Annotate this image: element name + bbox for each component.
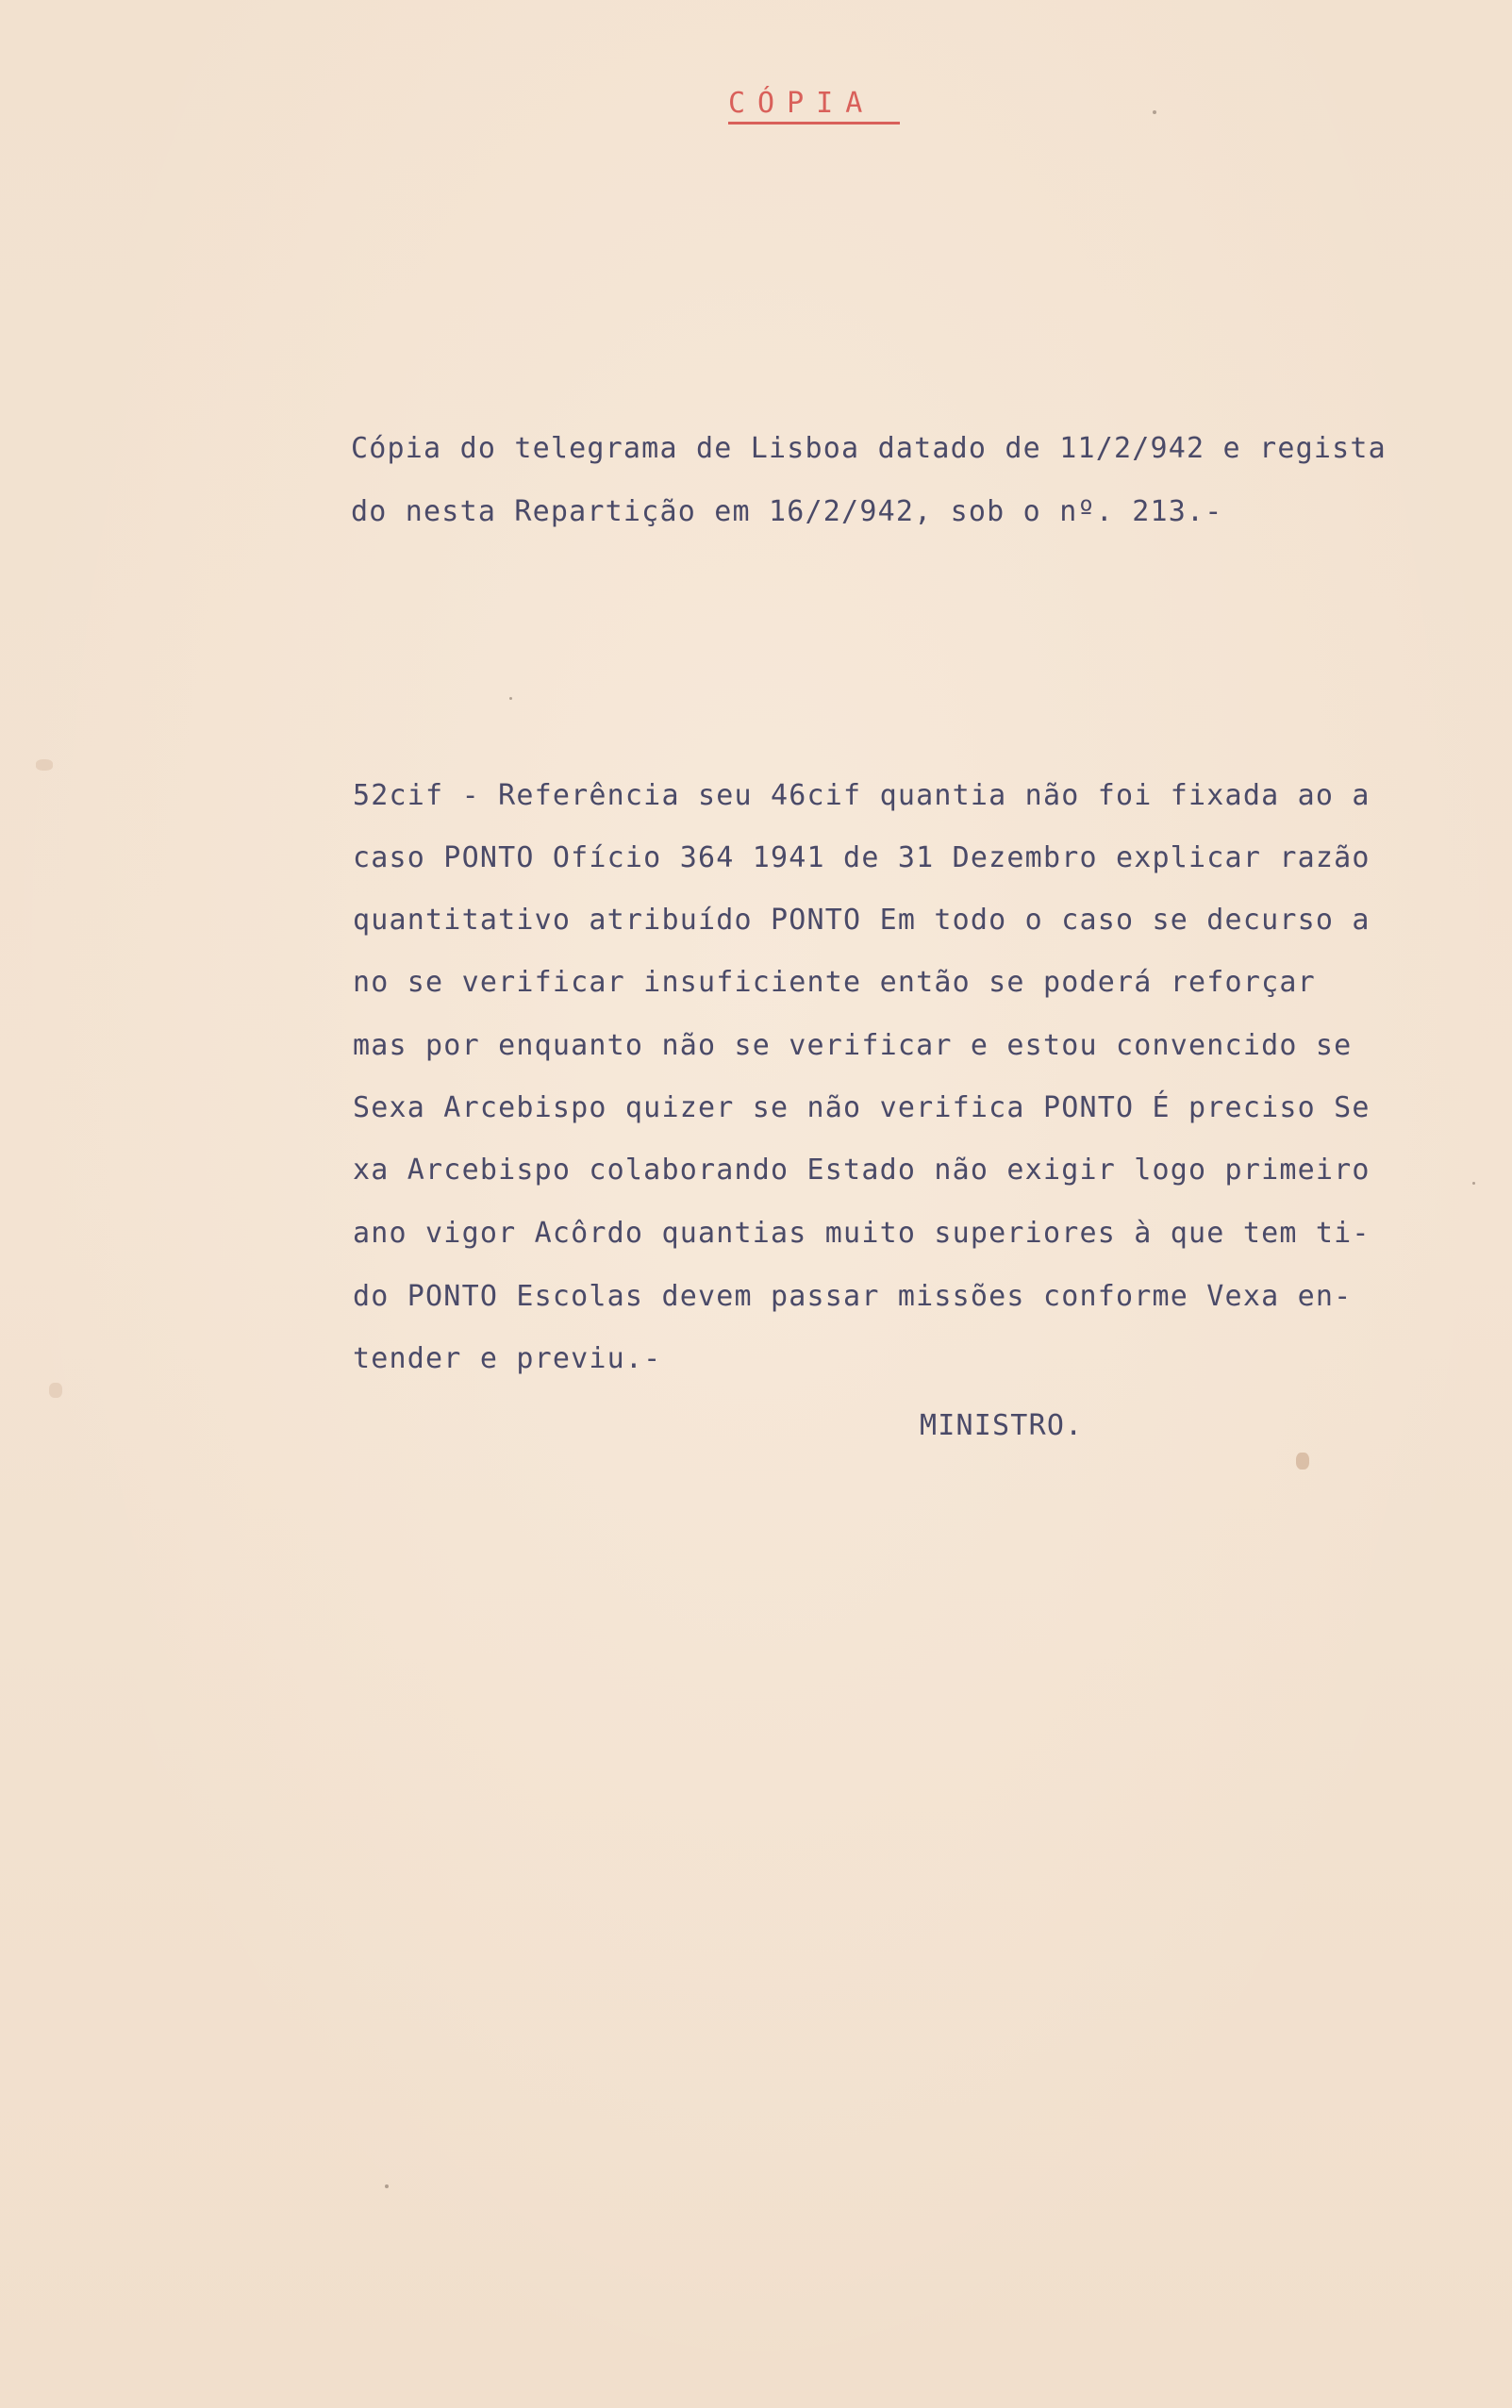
body-line-2: caso PONTO Ofício 364 1941 de 31 Dezembro explicar razão — [353, 841, 1371, 874]
heading-underline — [728, 122, 900, 125]
header-line-2: do nesta Repartição em 16/2/942, sob o nº. 213.- — [351, 495, 1223, 528]
paper-speck — [1472, 1182, 1475, 1185]
body-line-5: mas por enquanto não se verificar e estou convencido se — [353, 1029, 1353, 1062]
body-line-10: tender e previu.- — [353, 1342, 662, 1375]
paper-speck — [385, 2184, 389, 2188]
paper-smudge — [49, 1383, 62, 1398]
document-heading: CÓPIA — [728, 87, 875, 120]
body-line-3: quantitativo atribuído PONTO Em todo o caso se decurso a — [353, 904, 1371, 937]
paper-speck — [509, 697, 512, 700]
signature: MINISTRO. — [920, 1409, 1084, 1442]
body-line-9: do PONTO Escolas devem passar missões conforme Vexa en- — [353, 1280, 1353, 1313]
paper-smudge — [36, 759, 53, 771]
body-line-7: xa Arcebispo colaborando Estado não exigir logo primeiro — [353, 1154, 1371, 1187]
body-line-6: Sexa Arcebispo quizer se não verifica PONTO É preciso Se — [353, 1091, 1371, 1124]
body-line-8: ano vigor Acôrdo quantias muito superiores à que tem ti- — [353, 1217, 1371, 1250]
header-line-1: Cópia do telegrama de Lisboa datado de 11/2/942 e regista — [351, 432, 1387, 465]
body-line-4: no se verificar insuficiente então se poderá reforçar — [353, 966, 1316, 999]
paper-speck — [1153, 110, 1156, 114]
paper-smudge — [1296, 1453, 1309, 1470]
body-line-1: 52cif - Referência seu 46cif quantia não foi fixada ao a — [353, 779, 1371, 812]
